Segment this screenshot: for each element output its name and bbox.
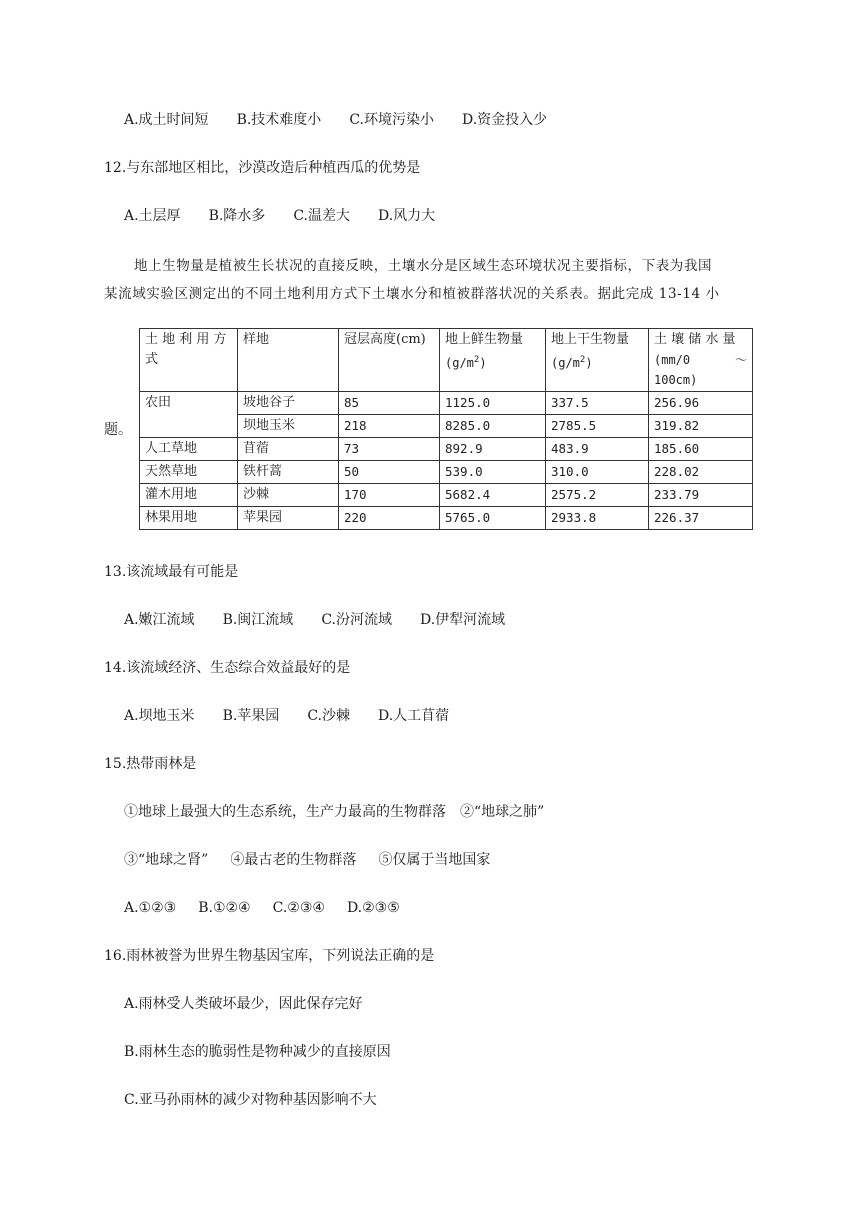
option: B.①②④ (198, 900, 251, 916)
cell-sample: 铁杆蒿 (238, 461, 339, 484)
cell-soil: 256.96 (649, 392, 753, 415)
option: C.②③④ (272, 900, 325, 916)
option: D.人工苜蓿 (377, 708, 450, 724)
q11-options (124, 110, 547, 130)
option: D.伊犁河流域 (419, 612, 506, 628)
cell-height: 85 (339, 392, 440, 415)
cell-soil: 226.37 (649, 507, 753, 530)
cell-sample: 苹果园 (238, 507, 339, 530)
option: C.沙棘 (307, 708, 350, 724)
statement: ④最古老的生物群落 (230, 852, 357, 868)
header-sample: 样地 (238, 329, 339, 392)
option: B.降水多 (208, 208, 266, 224)
q16-option-b: B.雨林生态的脆弱性是物种减少的直接原因 (124, 1044, 391, 1060)
option: D.②③⑤ (346, 900, 400, 916)
option: A.成土时间短 (124, 112, 209, 128)
cell-dry: 337.5 (546, 392, 649, 415)
q15-statements-2 (124, 850, 490, 870)
q16-option-c: C.亚马孙雨林的减少对物种基因影响不大 (124, 1092, 377, 1108)
cell-soil: 185.60 (649, 438, 753, 461)
option: A.嫩江流域 (124, 612, 195, 628)
header-dry-biomass: 地上干生物量 $(g/m^2)$ (546, 329, 649, 392)
table-row (140, 392, 753, 415)
option: C.环境污染小 (349, 112, 434, 128)
q14-stem: 14.该流域经济、生态综合效益最好的是 (104, 660, 351, 676)
header-soil-water: 土 壤 储 水 量 (mm/0 ～ 100cm) (649, 329, 753, 392)
cell-height: 73 (339, 438, 440, 461)
table-row (140, 461, 753, 484)
option: C.温差大 (293, 208, 350, 224)
cell-sample: 坝地玉米 (238, 415, 339, 438)
cell-fresh: 5765.0 (440, 507, 546, 530)
q13-options (124, 610, 505, 630)
option: A.土层厚 (124, 208, 181, 224)
intro-line-2: 某流域实验区测定出的不同土地利用方式下土壤水分和植被群落状况的关系表。据此完成 13-14 小 (104, 286, 720, 302)
statement: ①地球上最强大的生态系统，生产力最高的生物群落 (124, 804, 446, 820)
cell-dry: 2933.8 (546, 507, 649, 530)
q12-options (124, 206, 435, 226)
q16-option-a: A.雨林受人类破坏最少，因此保存完好 (124, 996, 363, 1012)
option: B.苹果园 (222, 708, 280, 724)
cell-fresh: 8285.0 (440, 415, 546, 438)
cell-sample: 苜蓿 (238, 438, 339, 461)
header-fresh-biomass: 地上鲜生物量 $(g/m^2)$ (440, 329, 546, 392)
q15-stem: 15.热带雨林是 (104, 756, 197, 772)
option: D.风力大 (377, 208, 436, 224)
option: D.资金投入少 (461, 112, 548, 128)
option: A.坝地玉米 (124, 708, 195, 724)
table-header-row (140, 329, 753, 392)
cell-height: 170 (339, 484, 440, 507)
q15-statements-1 (124, 802, 544, 822)
data-table (139, 328, 753, 530)
cell-dry: 310.0 (546, 461, 649, 484)
option: A.①②③ (124, 900, 177, 916)
cell-land: 灌木用地 (140, 484, 238, 507)
option: B.闽江流域 (222, 612, 294, 628)
cell-dry: 483.9 (546, 438, 649, 461)
cell-fresh: 539.0 (440, 461, 546, 484)
cell-soil: 228.02 (649, 461, 753, 484)
cell-land: 天然草地 (140, 461, 238, 484)
cell-sample: 坡地谷子 (238, 392, 339, 415)
q14-options (124, 706, 449, 726)
statement: ③“地球之肾” (124, 852, 209, 868)
cell-sample: 沙棘 (238, 484, 339, 507)
cell-dry: 2575.2 (546, 484, 649, 507)
cell-height: 50 (339, 461, 440, 484)
cell-soil: 233.79 (649, 484, 753, 507)
cell-land: 农田 (140, 392, 238, 438)
table-row (140, 507, 753, 530)
cell-fresh: 5682.4 (440, 484, 546, 507)
statement: ②“地球之肺” (460, 804, 545, 820)
option: B.技术难度小 (236, 112, 322, 128)
cell-height: 218 (339, 415, 440, 438)
intro-line-1: 地上生物量是植被生长状况的直接反映，土壤水分是区域生态环境状况主要指标，下表为我国 (134, 258, 713, 274)
q12-stem: 12.与东部地区相比，沙漠改造后种植西瓜的优势是 (104, 160, 421, 176)
q15-options (124, 898, 400, 918)
header-height: 冠层高度(cm) (339, 329, 440, 392)
header-land-use: 土 地 利 用 方 式 (140, 329, 238, 392)
cell-dry: 2785.5 (546, 415, 649, 438)
statement: ⑤仅属于当地国家 (378, 852, 491, 868)
cell-land: 人工草地 (140, 438, 238, 461)
cell-fresh: 1125.0 (440, 392, 546, 415)
table-row (140, 438, 753, 461)
cell-soil: 319.82 (649, 415, 753, 438)
cell-height: 220 (339, 507, 440, 530)
option: C.汾河流域 (321, 612, 392, 628)
intro-line-3: 题。 (104, 422, 132, 438)
cell-land: 林果用地 (140, 507, 238, 530)
q13-stem: 13.该流域最有可能是 (104, 564, 239, 580)
table-row (140, 484, 753, 507)
q16-stem: 16.雨林被誉为世界生物基因宝库，下列说法正确的是 (104, 948, 435, 964)
cell-fresh: 892.9 (440, 438, 546, 461)
